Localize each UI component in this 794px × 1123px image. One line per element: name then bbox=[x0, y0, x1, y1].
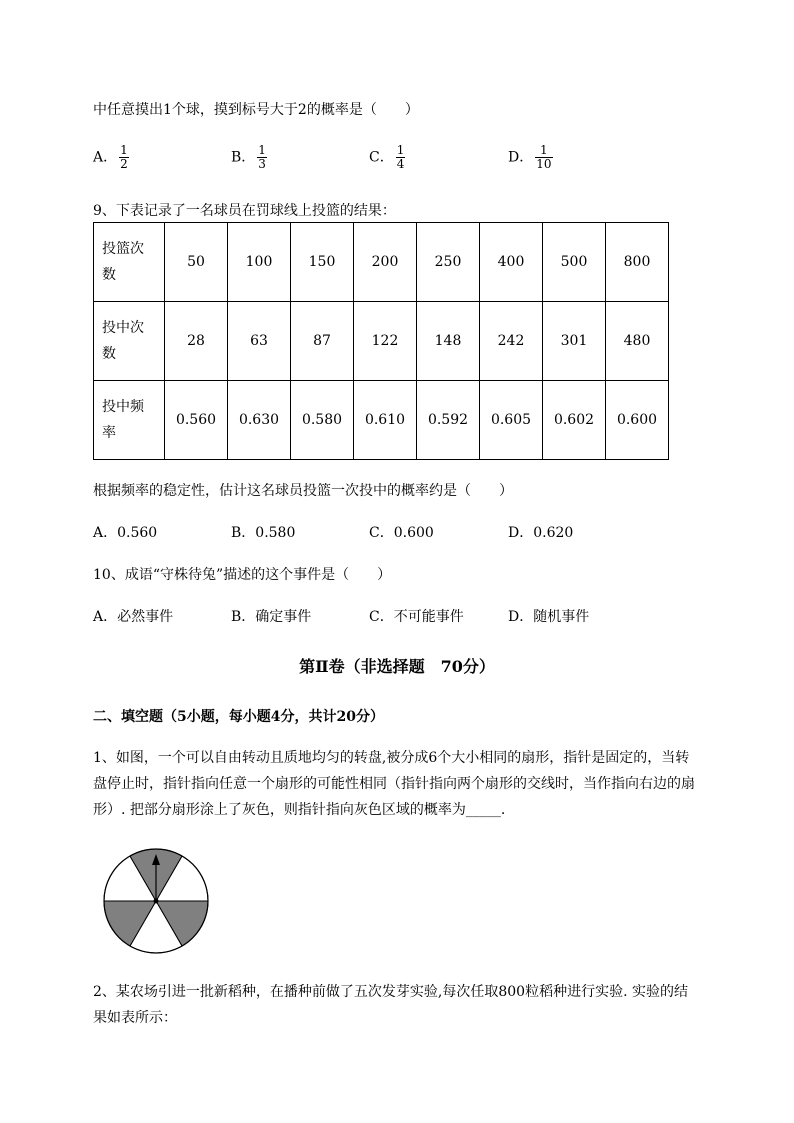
table-cell: 301 bbox=[543, 302, 606, 381]
q9-option-b: B．0.580 bbox=[231, 525, 296, 541]
q9-option-c: C．0.600 bbox=[369, 525, 434, 541]
fill1-line1: 1、如图，一个可以自由转动且质地均匀的转盘,被分成6个大小相同的扇形，指针是固定的，当转 bbox=[93, 750, 690, 766]
table-cell: 242 bbox=[480, 302, 543, 381]
table-cell: 100 bbox=[228, 223, 291, 302]
q9-option-d: D．0.620 bbox=[508, 525, 574, 541]
table-row bbox=[94, 381, 669, 460]
table-cell: 0.630 bbox=[228, 381, 291, 460]
q10-option-c: C．不可能事件 bbox=[369, 609, 464, 625]
table-cell: 800 bbox=[606, 223, 669, 302]
pivot-dot bbox=[154, 899, 159, 904]
table-row bbox=[94, 223, 669, 302]
q8-option-c: C． $\frac{1}{4}$ bbox=[369, 143, 405, 171]
fill1-line3: 形）. 把部分扇形涂上了灰色，则指针指向灰色区域的概率为_____. bbox=[93, 802, 506, 818]
table-cell: 480 bbox=[606, 302, 669, 381]
table-cell: 0.600 bbox=[606, 381, 669, 460]
table-cell: 150 bbox=[291, 223, 354, 302]
table-cell: 0.610 bbox=[354, 381, 417, 460]
fill2-line1: 2、某农场引进一批新稻种，在播种前做了五次发芽实验,每次任取800粒稻种进行实验. 实验的结 bbox=[93, 984, 688, 1000]
table-cell: 87 bbox=[291, 302, 354, 381]
table-cell: 0.592 bbox=[417, 381, 480, 460]
q10-stem: 10、成语“守株待兔”描述的这个事件是（ ） bbox=[93, 567, 392, 583]
section-heading: 二、填空题（5小题，每小题4分，共计20分） bbox=[93, 709, 384, 725]
q8-option-d: D． $\frac{1}{10}$ bbox=[508, 143, 552, 171]
q10-option-a: A．必然事件 bbox=[93, 609, 174, 625]
table-row bbox=[94, 302, 669, 381]
fraction: $\frac{1}{3}$ bbox=[258, 143, 266, 171]
table-cell: 0.580 bbox=[291, 381, 354, 460]
fraction: $\frac{1}{4}$ bbox=[396, 143, 405, 171]
q9-question: 根据频率的稳定性，估计这名球员投篮一次投中的概率约是（ ） bbox=[93, 483, 513, 499]
table-cell: 250 bbox=[417, 223, 480, 302]
shooting-table bbox=[93, 222, 669, 460]
part2-title: 第Ⅱ卷（非选择题 70分） bbox=[299, 657, 495, 676]
table-cell: 63 bbox=[228, 302, 291, 381]
fraction: $\frac{1}{10}$ bbox=[536, 143, 552, 171]
q8-option-b: B． $\frac{1}{3}$ bbox=[231, 143, 266, 171]
fill1-line2: 盘停止时，指针指向任意一个扇形的可能性相同（指针指向两个扇形的交线时，当作指向右边的扇 bbox=[93, 776, 695, 792]
q10-option-b: B．确定事件 bbox=[231, 609, 312, 625]
table-cell: 400 bbox=[480, 223, 543, 302]
q8-stem: 中任意摸出1个球，摸到标号大于2的概率是（ ） bbox=[93, 102, 419, 118]
table-cell: 50 bbox=[165, 223, 228, 302]
row-header: 投中次数 bbox=[94, 302, 165, 381]
table-cell: 122 bbox=[354, 302, 417, 381]
q9-stem: 9、下表记录了一名球员在罚球线上投篮的结果： bbox=[93, 203, 396, 219]
table-cell: 28 bbox=[165, 302, 228, 381]
q8-option-a: A． $\frac{1}{2}$ bbox=[93, 143, 128, 171]
table-cell: 148 bbox=[417, 302, 480, 381]
table-cell: 200 bbox=[354, 223, 417, 302]
fraction: $\frac{1}{2}$ bbox=[120, 143, 128, 171]
fill2-line2: 果如表所示： bbox=[93, 1010, 177, 1026]
table-cell: 0.602 bbox=[543, 381, 606, 460]
spinner-figure bbox=[100, 845, 212, 957]
q10-option-d: D．随机事件 bbox=[508, 609, 590, 625]
table-cell: 0.605 bbox=[480, 381, 543, 460]
q9-option-a: A．0.560 bbox=[93, 525, 158, 541]
table-cell: 0.560 bbox=[165, 381, 228, 460]
row-header: 投篮次数 bbox=[94, 223, 165, 302]
row-header: 投中频率 bbox=[94, 381, 165, 460]
table-cell: 500 bbox=[543, 223, 606, 302]
